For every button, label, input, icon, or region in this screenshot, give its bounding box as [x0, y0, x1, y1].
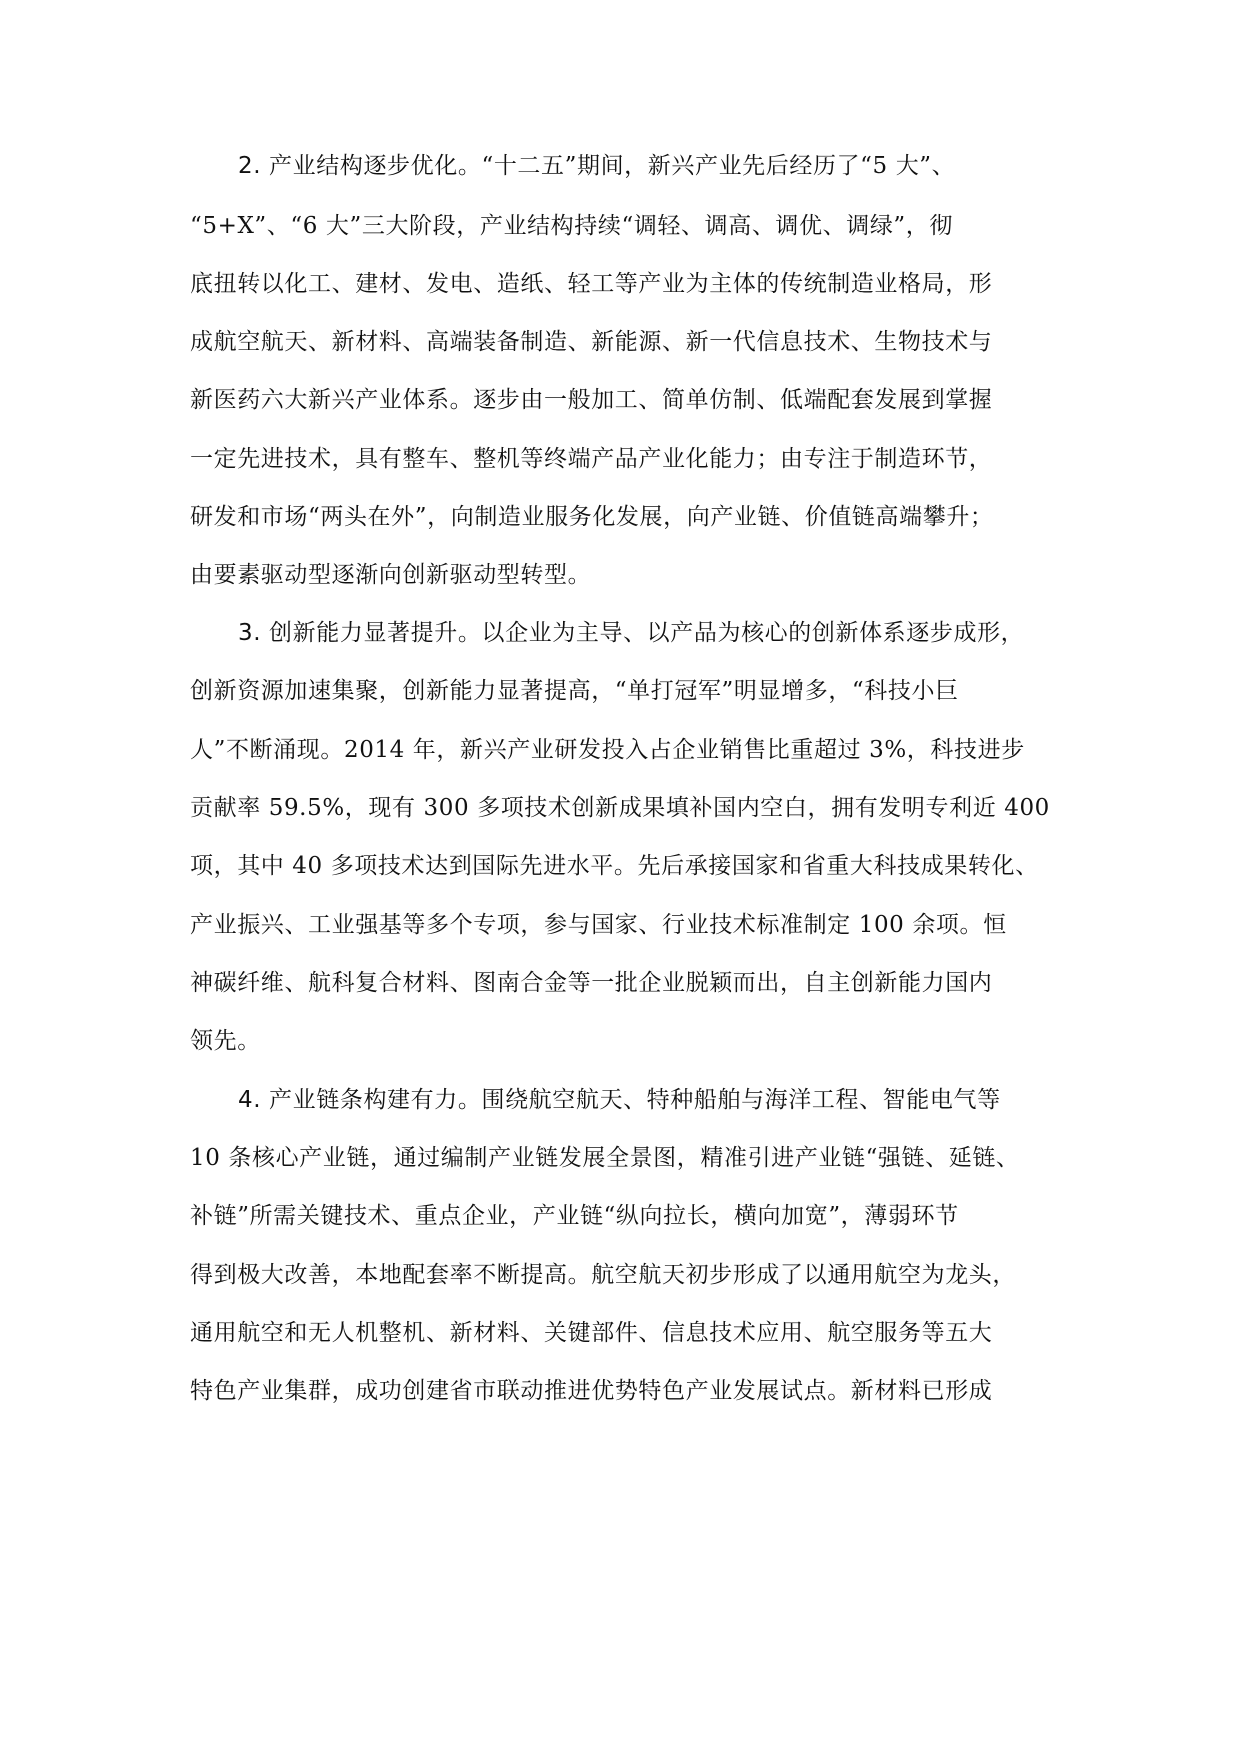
section-heading: 3. 创新能力显著提升。 [238, 620, 482, 646]
paragraph-line: 项，其中 40 多项技术达到国际先进水平。先后承接国家和省重大科技成果转化、 [190, 853, 1039, 879]
paragraph-line: 神碳纤维、航科复合材料、图南合金等一批企业脱颖而出，自主创新能力国内 [190, 970, 993, 996]
section-heading: 2. 产业结构逐步优化。 [238, 153, 482, 179]
paragraph-line: 由要素驱动型逐渐向创新驱动型转型。 [190, 562, 592, 588]
paragraph-line: 领先。 [190, 1028, 261, 1054]
paragraph-line: 新医药六大新兴产业体系。逐步由一般加工、简单仿制、低端配套发展到掌握 [190, 387, 993, 413]
paragraph-line [238, 618, 1070, 648]
paragraph-line: 补链”所需关键技术、重点企业，产业链“纵向拉长，横向加宽”，薄弱环节 [190, 1203, 959, 1229]
paragraph-line: “5+X”、“6 大”三大阶段，产业结构持续“调轻、调高、调优、调绿”，彻 [190, 213, 953, 239]
paragraph-line [238, 151, 1070, 181]
paragraph-line: 10 条核心产业链，通过编制产业链发展全景图，精准引进产业链“强链、延链、 [190, 1145, 1020, 1171]
paragraph-line [238, 1085, 1070, 1115]
paragraph-line: 底扭转以化工、建材、发电、造纸、轻工等产业为主体的传统制造业格局，形 [190, 271, 993, 297]
paragraph-line: 贡献率 59.5%，现有 300 多项技术创新成果填补国内空白，拥有发明专利近 400 [190, 795, 1050, 821]
line-text: 围绕航空航天、特种船舶与海洋工程、智能电气等 [481, 1087, 1001, 1113]
paragraph-line: 研发和市场“两头在外”，向制造业服务化发展，向产业链、价值链高端攀升； [190, 504, 994, 530]
section-heading: 4. 产业链条构建有力。 [238, 1087, 482, 1113]
paragraph-line: 特色产业集群，成功创建省市联动推进优势特色产业发展试点。新材料已形成 [190, 1378, 993, 1404]
paragraph-line: 创新资源加速集聚，创新能力显著提高，“单打冠军”明显增多，“科技小巨 [190, 678, 959, 704]
paragraph-line: 一定先进技术，具有整车、整机等终端产品产业化能力；由专注于制造环节， [190, 446, 993, 472]
line-text: 以企业为主导、以产品为核心的创新体系逐步成形， [481, 620, 1025, 646]
paragraph-line: 得到极大改善，本地配套率不断提高。航空航天初步形成了以通用航空为龙头， [190, 1262, 1016, 1288]
paragraph-line: 人”不断涌现。2014 年，新兴产业研发投入占企业销售比重超过 3%，科技进步 [190, 737, 1025, 763]
paragraph-line: 成航空航天、新材料、高端装备制造、新能源、新一代信息技术、生物技术与 [190, 329, 993, 355]
line-text: “十二五”期间，新兴产业先后经历了“5 大”、 [481, 153, 956, 179]
paragraph-line: 通用航空和无人机整机、新材料、关键部件、信息技术应用、航空服务等五大 [190, 1320, 993, 1346]
paragraph-line: 产业振兴、工业强基等多个专项，参与国家、行业技术标准制定 100 余项。恒 [190, 912, 1007, 938]
